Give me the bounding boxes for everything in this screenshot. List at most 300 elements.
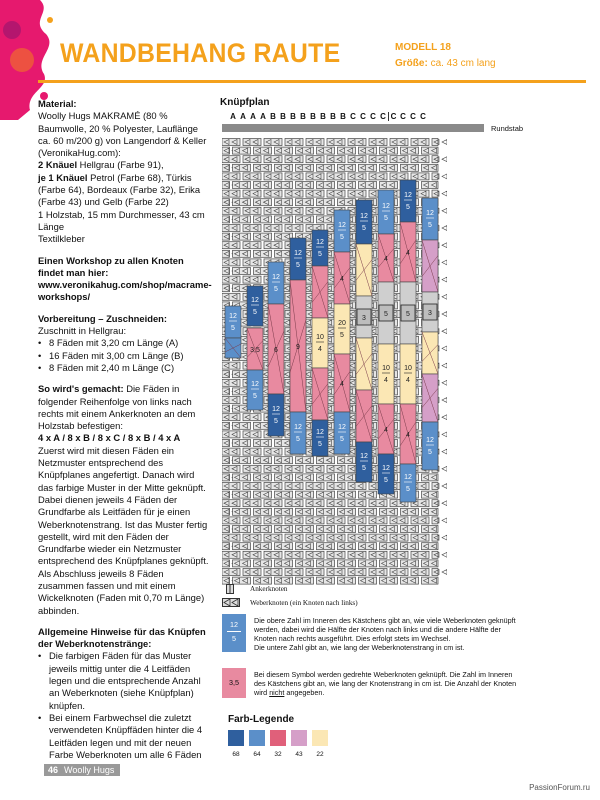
weber-knot (411, 139, 429, 146)
color-number: 64 (253, 751, 261, 758)
weber-knot (222, 569, 240, 576)
weber-knot (317, 182, 335, 189)
color-legend-title: Farb-Legende (228, 714, 295, 725)
weber-knot (380, 164, 398, 171)
strand-length-label: 4 (406, 432, 410, 439)
thread-letter: C (388, 112, 398, 121)
weber-knot (222, 242, 240, 249)
strand-length-label: 5 (231, 325, 235, 332)
weber-knot (327, 465, 345, 472)
strand-box (356, 442, 372, 482)
strand-box (268, 262, 284, 304)
weber-knot (222, 139, 240, 146)
weber-knot (359, 543, 377, 550)
weber-knot (327, 517, 345, 524)
strand-count-label: 10 (316, 334, 324, 341)
weber-knot (317, 164, 335, 171)
strand-box (312, 420, 328, 456)
weber-knot (432, 483, 447, 490)
weber-knot (264, 173, 282, 180)
weber-knot (422, 526, 439, 533)
strand-length-label: 3 (362, 315, 366, 322)
weber-knot (264, 156, 282, 163)
strand-box (290, 412, 306, 454)
weber-knot (390, 173, 408, 180)
weber-knot (432, 569, 447, 576)
strand-length-label: 4 (406, 377, 410, 384)
weber-knot (401, 147, 419, 154)
strand-box (400, 464, 416, 502)
weber-knot (422, 147, 439, 154)
strand-length-label: 5 (406, 311, 410, 318)
list-item: • 16 Fäden mit 3,00 cm Länge (B) (38, 350, 210, 362)
strand-count-label: 12 (360, 453, 368, 460)
weber-knot (243, 569, 261, 576)
weber-knot (233, 491, 251, 498)
weber-knot (348, 551, 366, 558)
weber-knot (338, 577, 356, 584)
weber-knot (317, 147, 335, 154)
weber-knot (243, 173, 261, 180)
weber-knot (348, 190, 366, 197)
weber-knot (390, 156, 408, 163)
weber-knot (275, 577, 293, 584)
weber-knot (306, 500, 324, 507)
weber-knot (317, 199, 335, 206)
weber-knot (306, 156, 324, 163)
strand-count-label: 12 (251, 297, 259, 304)
weber-knot (380, 560, 398, 567)
weber-knot (222, 534, 240, 541)
strand-length-label: 4 (340, 276, 344, 283)
header-rule (38, 80, 586, 83)
weber-knot (422, 543, 439, 550)
weber-knot (243, 517, 261, 524)
thread-letter: B (330, 112, 336, 121)
weber-knot (369, 551, 387, 558)
legend-box-sample: 12 5 (222, 614, 246, 652)
weber-knot (401, 543, 419, 550)
weber-knot (380, 147, 398, 154)
color-number: 32 (274, 751, 282, 758)
color-number: 22 (316, 751, 324, 758)
weber-knot (338, 491, 356, 498)
thread-letter: A (230, 112, 236, 121)
weber-knot (285, 225, 303, 232)
weber-knot (306, 190, 324, 197)
weber-knot (243, 448, 261, 455)
weber-knot (233, 474, 251, 481)
weber-knot (264, 207, 282, 214)
weber-knot (296, 164, 314, 171)
weber-knot (243, 242, 261, 249)
weber-knot (338, 508, 356, 515)
model-number: MODELL 18 (395, 42, 451, 53)
strand-length-label: 3,5 (250, 347, 260, 354)
weber-knot (275, 199, 293, 206)
weber-knot (359, 508, 377, 515)
weber-knot (222, 500, 240, 507)
strand-length-label: 5 (274, 418, 278, 425)
weber-knot (275, 543, 293, 550)
weber-knot (422, 508, 439, 515)
weber-knot (422, 182, 439, 189)
weber-knot (254, 164, 272, 171)
strand-count-label: 12 (294, 250, 302, 257)
weber-knot (233, 233, 251, 240)
thread-letter: C (370, 112, 376, 121)
weber-knot (285, 551, 303, 558)
weber-knot (222, 414, 240, 421)
anchor-knot-icon (226, 584, 234, 594)
weber-knot (254, 250, 272, 257)
weber-knot (422, 474, 439, 481)
weber-knot (359, 164, 377, 171)
weber-knot (233, 422, 251, 429)
strand-count-label: 12 (404, 192, 412, 199)
weber-knot (348, 156, 366, 163)
weber-knot (296, 560, 314, 567)
weber-knot (327, 500, 345, 507)
weber-knot (348, 517, 366, 524)
weber-knot (264, 139, 282, 146)
strand-box (400, 344, 416, 404)
strand-length-label: 5 (318, 441, 322, 448)
weber-knot (275, 526, 293, 533)
weber-knot (327, 534, 345, 541)
weber-knot (422, 577, 439, 584)
thread-letter: C (420, 112, 426, 121)
weber-knot (275, 457, 293, 464)
weber-knot (306, 534, 324, 541)
weber-knot (401, 560, 419, 567)
weber-knot (243, 483, 261, 490)
strand-count-label: 10 (382, 365, 390, 372)
strand-length-label: 5 (340, 436, 344, 443)
weber-knot (222, 225, 240, 232)
thread-letter: A (240, 112, 246, 121)
weber-knot (327, 569, 345, 576)
weber-knot (306, 569, 324, 576)
weber-knot (296, 577, 314, 584)
strand-length-label: 4 (384, 377, 388, 384)
weber-knot (264, 500, 282, 507)
weber-knot (233, 577, 251, 584)
weber-knot (338, 560, 356, 567)
weber-knot (422, 560, 439, 567)
weber-knot (233, 268, 251, 275)
weber-knot (243, 500, 261, 507)
weber-knot (243, 414, 261, 421)
weber-knot (254, 577, 272, 584)
weber-knot (359, 526, 377, 533)
strand-length-label: 5 (274, 286, 278, 293)
size-info: Größe: ca. 43 cm lang (395, 58, 496, 69)
strand-count-label: 20 (338, 320, 346, 327)
color-number: 68 (232, 751, 240, 758)
weber-knot (369, 517, 387, 524)
strand-count-label: 12 (294, 424, 302, 431)
weber-knot (338, 182, 356, 189)
thread-letter: C (380, 112, 386, 121)
strand-count-label: 12 (229, 313, 237, 320)
weber-knot (264, 517, 282, 524)
color-swatch (291, 730, 307, 746)
thread-letter: B (300, 112, 306, 121)
weber-knot (264, 534, 282, 541)
strand-box (312, 230, 328, 266)
thread-letter: C (350, 112, 356, 121)
list-item: • 8 Fäden mit 2,40 m Länge (C) (38, 362, 210, 374)
weber-knot (254, 233, 272, 240)
rod-label: Rundstab (491, 124, 524, 133)
weber-knot (401, 526, 419, 533)
weber-knot (338, 199, 356, 206)
weber-knot (296, 147, 314, 154)
weber-knot (359, 577, 377, 584)
strand-count-label: 12 (382, 203, 390, 210)
weber-knot (275, 491, 293, 498)
cut-list (38, 337, 210, 374)
weber-knot (243, 259, 261, 266)
weber-knot (254, 491, 272, 498)
thread-letters (228, 112, 428, 121)
list-item: • Bei einem Farbwechsel die zuletzt verwendeten Knüpffäden hinter die 4 Leitfäden legen und mit der neuen Farbe Weberknoten um alle 6 Fäden (38, 712, 210, 761)
strand-length-label: 4 (318, 346, 322, 353)
weber-knot (380, 543, 398, 550)
weber-knot (222, 379, 240, 386)
thread-letter: C (410, 112, 416, 121)
weber-knot (222, 465, 240, 472)
strand-length-label: 5 (253, 309, 257, 316)
weber-knot (254, 508, 272, 515)
weber-knot-icon (222, 598, 240, 607)
weber-knot (296, 474, 314, 481)
thread-letter: A (250, 112, 256, 121)
strand-count-label: 12 (338, 222, 346, 229)
strand-box (225, 306, 241, 338)
weber-knot (285, 139, 303, 146)
weber-knot (432, 173, 447, 180)
weber-knot (222, 190, 240, 197)
weber-knot (254, 182, 272, 189)
weber-knot (348, 569, 366, 576)
strand-count-label: 12 (272, 274, 280, 281)
weber-knot (359, 182, 377, 189)
strand-box (422, 422, 438, 470)
strand-box (247, 286, 263, 326)
strand-count-label: 12 (316, 429, 324, 436)
weber-knot (233, 147, 251, 154)
weber-knot (306, 483, 324, 490)
weber-knot (275, 474, 293, 481)
strand-length-label: 5 (406, 486, 410, 493)
weber-knot (222, 276, 240, 283)
page-title: WANDBEHANG RAUTE (60, 38, 341, 68)
weber-knot (222, 431, 240, 438)
weber-knot (348, 173, 366, 180)
weber-knot (243, 465, 261, 472)
weber-knot (317, 543, 335, 550)
thread-letter: B (310, 112, 316, 121)
weber-knot (390, 534, 408, 541)
weber-knot (411, 517, 429, 524)
weber-knot (306, 207, 324, 214)
weber-knot (411, 569, 429, 576)
weber-knot (285, 534, 303, 541)
thread-letter: A (260, 112, 266, 121)
workshop-note: Einen Workshop zu allen Knoten findet man hier: www.veronikahug.com/shop/macrame-workshops/ (38, 254, 212, 303)
weber-knot (348, 534, 366, 541)
weber-knot (317, 526, 335, 533)
weber-knot (264, 551, 282, 558)
weber-knot (285, 517, 303, 524)
weber-knot (264, 465, 282, 472)
weber-knot (233, 164, 251, 171)
legend-twisted-sample: 3,5 (222, 668, 246, 698)
hinweise-heading: Allgemeine Hinweise für das Knüpfen der Weberknotenstränge: (38, 625, 206, 650)
thread-letter: B (280, 112, 286, 121)
strand-count-label: 12 (360, 213, 368, 220)
strand-box (400, 180, 416, 222)
weber-knot (390, 569, 408, 576)
weber-knot (306, 173, 324, 180)
weber-knot (359, 560, 377, 567)
strand-box (334, 210, 350, 252)
weber-knot (380, 182, 398, 189)
sowirds-section: So wird's gemacht: Die Fäden in folgender Reihenfolge von links nach rechts mit einem Ankerknoten an dem Holzstab befestigen: 4 x A / 8 x B / 8 x C / 8 x B / 4 x A Zuerst wird mit diesen Fäden ein Netzmuster entsprechend des Knüpfplanes angefertigt. Danach wird das farbige Muster in der Mitte geknüpft. Dabei dienen jeweils 4 Fäden der Grundfarbe als Leitfäden für je einen Weberknotenstrang. Ist das Muster fertig gestellt, wird mit den Fäden der Grundfarbe wieder ein Netzmuster entsprechend des Knüpfplanes geknüpft. Als Abschluss jeweils 8 Fäden zusammen fassen und mit einem Wickelknoten (Faden mit 0,70 m Länge) abbinden. (38, 383, 209, 616)
weber-knot (233, 182, 251, 189)
weber-knot (254, 560, 272, 567)
weber-knot (264, 225, 282, 232)
weber-knot (254, 526, 272, 533)
strand-count-label: 12 (316, 239, 324, 246)
strand-length-label: 5 (318, 251, 322, 258)
strand-length-label: 5 (296, 436, 300, 443)
vorbereitung-section: Vorbereitung – Zuschneiden: Zuschnitt in Hellgrau: (38, 312, 168, 337)
weber-knot (285, 190, 303, 197)
weber-knot (327, 483, 345, 490)
hinweise-list (38, 650, 210, 761)
weber-knot (254, 457, 272, 464)
strand-box (422, 198, 438, 240)
strand-length-label: 4 (384, 256, 388, 263)
weber-knot (264, 448, 282, 455)
list-item: • Die farbigen Fäden für das Muster jeweils mittig unter die 4 Leitfäden legen und die entsprechende Anzahl an Weberknoten (siehe Knüpfplan) knüpfen. (38, 650, 210, 711)
weber-knot (243, 534, 261, 541)
color-swatch (228, 730, 244, 746)
weber-knot (338, 457, 356, 464)
watermark: PassionForum.ru (529, 783, 590, 792)
weber-knot (285, 483, 303, 490)
thread-letter: C (360, 112, 366, 121)
strand-length-label: 5 (428, 222, 432, 229)
strand-length-label: 9 (296, 344, 300, 351)
weber-knot (338, 164, 356, 171)
weber-knot (233, 216, 251, 223)
material-section: Material: Woolly Hugs MAKRAMÉ (80 % Baumwolle, 20 % Polyester, Lauflänge ca. 60 m/200 g) von Langendorf & Keller (VeronikaHug.com): 2 Knäuel Hellgrau (Farbe 91), je 1 Knäuel Petrol (Farbe 68), Türkis (Farbe 64), Bordeaux (Farbe 32), Erika (Farbe 43) und Gelb (Farbe 22) 1 Holzstab, 15 mm Durchmesser, 43 cm Länge Textilkleber (38, 98, 207, 245)
weber-knot (369, 534, 387, 541)
weber-knot (390, 139, 408, 146)
weber-knot (380, 526, 398, 533)
rod (222, 124, 484, 132)
weber-knot (411, 156, 429, 163)
weber-knot (317, 491, 335, 498)
weber-knot (317, 508, 335, 515)
strand-count-label: 12 (251, 381, 259, 388)
thread-letter: B (340, 112, 346, 121)
weber-knot (222, 551, 240, 558)
strand-box (356, 200, 372, 244)
strand-length-label: 5 (362, 225, 366, 232)
weber-knot (296, 526, 314, 533)
weber-knot (285, 173, 303, 180)
weber-knot (233, 526, 251, 533)
weber-knot (432, 551, 447, 558)
weber-knot (243, 156, 261, 163)
weber-knot (233, 457, 251, 464)
weber-knot (275, 216, 293, 223)
strand-box (268, 394, 284, 436)
weber-knot (222, 173, 240, 180)
weber-knot (233, 250, 251, 257)
weber-knot (243, 276, 261, 283)
weber-knot (327, 173, 345, 180)
weber-knot (348, 139, 366, 146)
weber-knot (432, 500, 447, 507)
weber-knot (254, 543, 272, 550)
strand-length-label: 5 (384, 311, 388, 318)
weber-knot (401, 577, 419, 584)
strand-length-label: 4 (384, 427, 388, 434)
weber-knot (401, 508, 419, 515)
weber-knot (296, 457, 314, 464)
page-footer: 46 Woolly Hugs (44, 764, 120, 776)
strand-length-label: 5 (384, 477, 388, 484)
strand-box (378, 190, 394, 234)
strand-count-label: 12 (338, 424, 346, 431)
strand-box (334, 412, 350, 454)
strand-length-label: 5 (253, 393, 257, 400)
weber-knot (411, 551, 429, 558)
weber-knot (369, 569, 387, 576)
weber-knot (222, 207, 240, 214)
weber-knot (327, 139, 345, 146)
strand-count-label: 12 (404, 474, 412, 481)
legend-twisted-description: Bei diesem Symbol werden gedrehte Weberknoten geknüpft. Die Zahl im Inneren des Kästchens gibt an, wie lang der Knotenstrang in cm ist. Die Anzahl der Knoten wird nicht angegeben. (254, 670, 517, 697)
weber-knot (222, 156, 240, 163)
thread-letter: B (320, 112, 326, 121)
weber-knot (243, 431, 261, 438)
weber-knot (306, 517, 324, 524)
weber-knot (243, 225, 261, 232)
weber-knot (432, 534, 447, 541)
weber-knot (254, 199, 272, 206)
weber-knot (401, 164, 419, 171)
color-number: 43 (295, 751, 303, 758)
weber-knot (338, 147, 356, 154)
weber-knot (422, 164, 439, 171)
weber-knot (348, 483, 366, 490)
thread-letter: B (290, 112, 296, 121)
weber-knot (380, 577, 398, 584)
weber-knot (338, 543, 356, 550)
weber-knot (380, 508, 398, 515)
strand-length-label: 3 (428, 310, 432, 317)
weber-knot (275, 164, 293, 171)
weber-knot (243, 207, 261, 214)
weber-knot (317, 560, 335, 567)
